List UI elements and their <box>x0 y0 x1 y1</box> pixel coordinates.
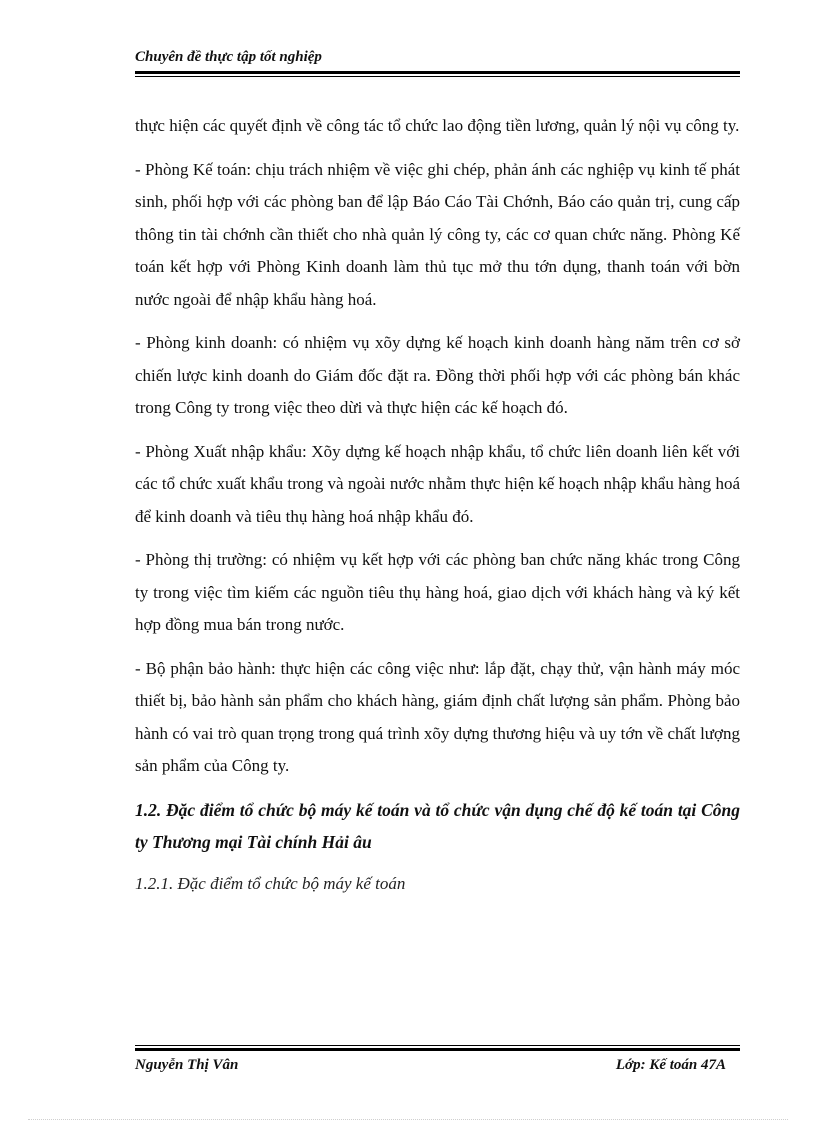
footer-author: Nguyễn Thị Vân <box>135 1057 239 1073</box>
footer-class-label: Lớp: Kế toán 47A <box>615 1057 726 1073</box>
footer-rule-thin <box>135 1045 740 1046</box>
body-paragraph: - Phòng Kế toán: chịu trách nhiệm về việc ghi chép, phản ánh các nghiệp vụ kinh tế phát sinh, phối hợp với các phòng ban để lập Báo Cáo Tài Chớnh, Báo cáo quản trị, cung cấp thông tin tài chớnh cần thiết cho nhà quản lý công ty, các cơ quan chức năng. Phòng Kế toán kết hợp với Phòng Kinh doanh làm thủ tục mở thu tớn dụng, thanh toán với bờn nước ngoài để nhập khẩu hàng hoá. <box>135 159 740 309</box>
body-paragraph: thực hiện các quyết định về công tác tổ chức lao động tiền lương, quản lý nội vụ công ty. <box>135 116 740 135</box>
header-rule-thin <box>135 76 740 77</box>
page-header <box>135 44 740 77</box>
page-footer <box>135 1045 740 1079</box>
section-heading: 1.2. Đặc điểm tổ chức bộ máy kế toán và tổ chức vận dụng chế độ kế toán tại Công ty Thương mại Tài chính Hải âu <box>135 799 740 852</box>
body-paragraph: - Bộ phận bảo hành: thực hiện các công việc như: lắp đặt, chạy thử, vận hành máy móc thiết bị, bảo hành sản phẩm cho khách hàng, giám định chất lượng sản phẩm. Phòng bảo hành có vai trò quan trọng trong quá trình xõy dựng thương hiệu và uy tớn về chất lượng sản phẩm của Công ty. <box>135 658 740 775</box>
subsection-heading: 1.2.1. Đặc điểm tổ chức bộ máy kế toán <box>135 873 406 893</box>
body-paragraph: - Phòng Xuất nhập khẩu: Xõy dựng kế hoạch nhập khẩu, tổ chức liên doanh liên kết với các tổ chức xuất khẩu trong và ngoài nước nhằm thực hiện kế hoạch nhập khẩu hàng hoá để kinh doanh và tiêu thụ hàng hoá nhập khẩu đó. <box>135 441 740 526</box>
page-bottom-border <box>28 1119 788 1120</box>
document-body <box>135 110 740 900</box>
footer-row <box>135 1051 740 1079</box>
body-paragraph: - Phòng kinh doanh: có nhiệm vụ xõy dựng kế hoạch kinh doanh hàng năm trên cơ sở chiến lược kinh doanh do Giám đốc đặt ra. Đồng thời phối hợp với các phòng bán khác trong Công ty trong việc theo dừi và thực hiện các kế hoạch đó. <box>135 333 740 417</box>
header-rule-thick <box>135 71 740 74</box>
header-title: Chuyên đề thực tập tốt nghiệp <box>135 49 322 65</box>
body-paragraph: - Phòng thị trường: có nhiệm vụ kết hợp với các phòng ban chức năng khác trong Công ty trong việc tìm kiếm các nguồn tiêu thụ hàng hoá, giao dịch với khách hàng và ký kết hợp đồng mua bán trong nước. <box>135 550 740 634</box>
